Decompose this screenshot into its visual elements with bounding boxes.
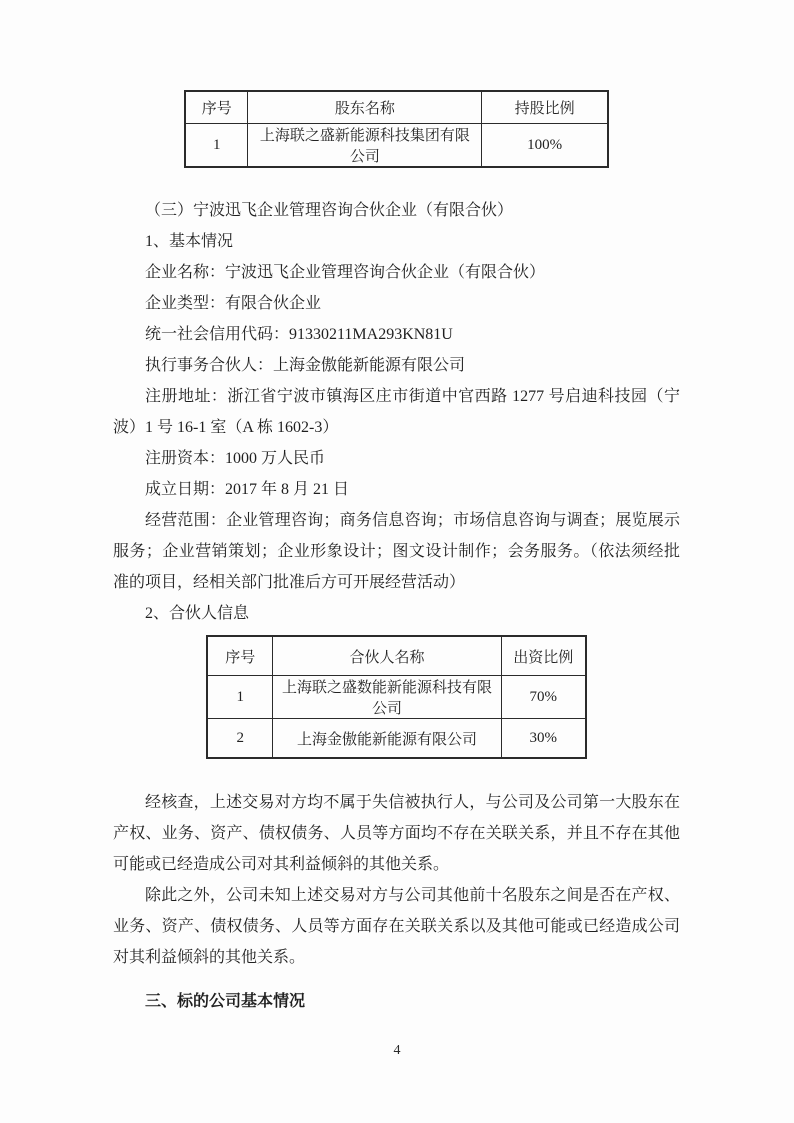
field-credit-code: 统一社会信用代码：91330211MA293KN81U — [145, 326, 453, 343]
field-company-type: 企业类型：有限合伙企业 — [145, 295, 322, 312]
cell-shareholder-name: 上海联之盛新能源科技集团有限公司 — [248, 124, 482, 168]
table-row — [185, 124, 608, 168]
section-heading-target-company: 三、标的公司基本情况 — [145, 993, 306, 1010]
field-business-scope: 经营范围：企业管理咨询；商务信息咨询；市场信息咨询与调查；展览展示服务；企业营销策划；企业形象设计；图文设计制作；会务服务。（依法须经批准的项目，经相关部门批准后方可开展经营活动） — [113, 512, 680, 591]
header-cell-contribution-ratio: 出资比例 — [501, 636, 586, 676]
cell-contribution-ratio: 30% — [501, 719, 586, 759]
cell-share-ratio: 100% — [482, 124, 608, 168]
table-row — [207, 719, 586, 759]
partners-info-heading: 2、合伙人信息 — [145, 605, 250, 622]
header-cell-index: 序号 — [207, 636, 273, 676]
cell-contribution-ratio: 70% — [501, 676, 586, 719]
cell-index: 2 — [207, 719, 273, 759]
field-company-name: 企业名称：宁波迅飞企业管理咨询合伙企业（有限合伙） — [145, 264, 546, 281]
cell-index: 1 — [207, 676, 273, 719]
header-cell-index: 序号 — [185, 91, 248, 124]
field-executive-partner: 执行事务合伙人：上海金傲能新能源有限公司 — [145, 357, 466, 374]
header-cell-partner-name: 合伙人名称 — [273, 636, 501, 676]
cell-index: 1 — [185, 124, 248, 168]
field-establishment-date: 成立日期：2017 年 8 月 21 日 — [145, 481, 350, 498]
shareholders-table — [184, 90, 609, 168]
field-registered-capital: 注册资本：1000 万人民币 — [145, 450, 326, 467]
table-row — [207, 676, 586, 719]
partners-table — [206, 635, 587, 759]
page-number: 4 — [393, 1043, 401, 1058]
cell-partner-name: 上海联之盛数能新能源科技有限公司 — [273, 676, 501, 719]
table-header-row — [207, 636, 586, 676]
header-cell-share-ratio: 持股比例 — [482, 91, 608, 124]
section-3-title: （三）宁波迅飞企业管理咨询合伙企业（有限合伙） — [145, 202, 514, 219]
cell-partner-name: 上海金傲能新能源有限公司 — [273, 719, 501, 759]
basic-info-heading: 1、基本情况 — [145, 233, 234, 250]
disclaimer-paragraph: 除此之外，公司未知上述交易对方与公司其他前十名股东之间是否在产权、业务、资产、债权债务、人员等方面存在关联关系以及其他可能或已经造成公司对其利益倾斜的其他关系。 — [113, 887, 680, 966]
field-registered-address: 注册地址：浙江省宁波市镇海区庄市街道中官西路 1277 号启迪科技园（宁波）1 号 16-1 室（A 栋 1602-3） — [113, 388, 680, 436]
header-cell-shareholder-name: 股东名称 — [248, 91, 482, 124]
table-header-row — [185, 91, 608, 124]
verification-paragraph: 经核查，上述交易对方均不属于失信被执行人，与公司及公司第一大股东在产权、业务、资产、债权债务、人员等方面均不存在关联关系，并且不存在其他可能或已经造成公司对其利益倾斜的其他关系。 — [113, 794, 680, 873]
